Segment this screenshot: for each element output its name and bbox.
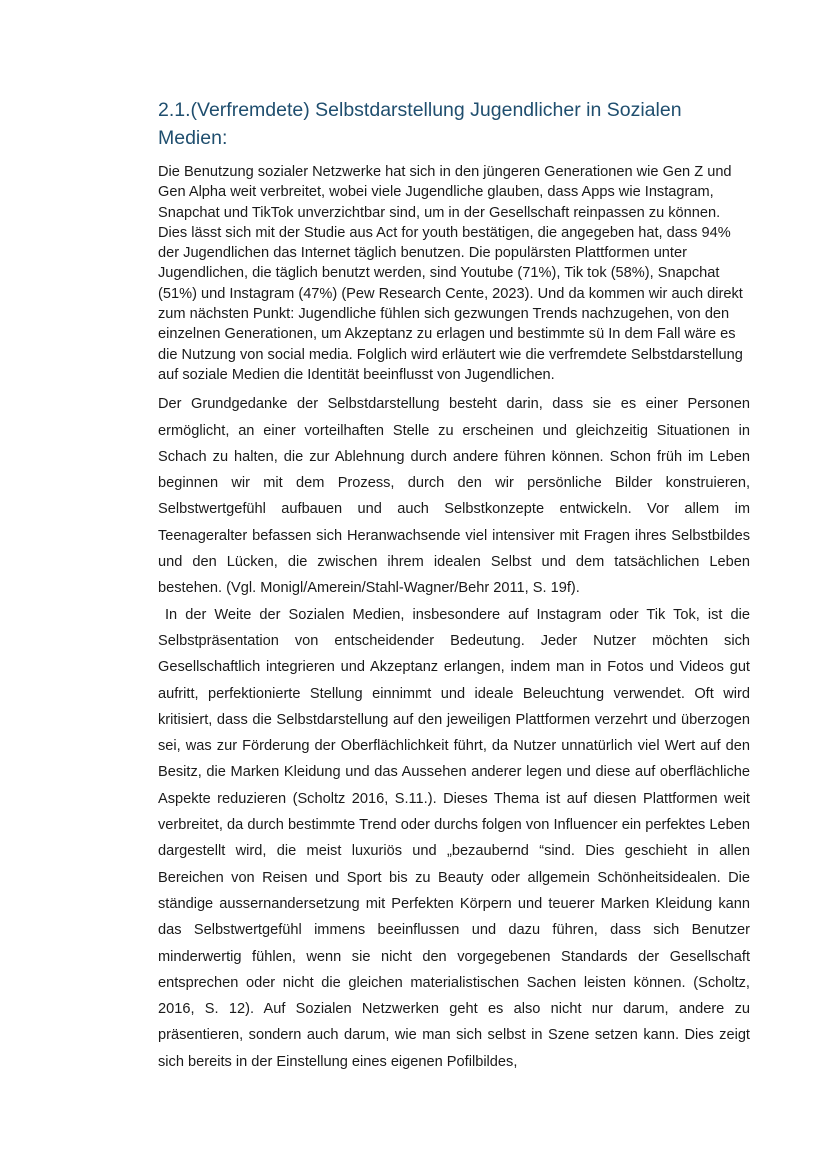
paragraph-social-media-self-presentation: In der Weite der Sozialen Medien, insbesondere auf Instagram oder Tik Tok, ist die Selbstpräsentation von entscheidender Bedeutung. Jeder Nutzer möchten sich Gesellschaftlich integrieren und Akzeptanz erlangen, indem man in Fotos und Videos gut aufritt, perfektionierte Stellung einnimmt und ideale Beleuchtung verwendet. Oft wird kritisiert, dass die Selbstdarstellung auf den jeweiligen Plattformen verzehrt und überzogen sei, was zur Förderung der Oberflächlichkeit führt, da Nutzer unnatürlich viel Wert auf den Besitz, die Marken Kleidung und das Aussehen anderer legen und diese auf oberflächliche Aspekte reduzieren (Scholtz 2016, S.11.). Dieses Thema ist auf diesen Plattformen weit verbreitet, da durch bestimmte Trend oder durchs folgen von Influencer ein perfektes Leben dargestellt wird, die meist luxuriös und „bezaubernd “sind. Dies geschieht in allen Bereichen von Reisen und Sport bis zu Beauty oder allgemein Schönheitsidealen. Die ständige aussernandersetzung mit Perfekten Körpern und teuerer Marken Kleidung kann das Selbstwertgefühl immens beeinflussen und dazu führen, dass sich Benutzer minderwertig fühlen, wenn sie nicht den vorgegebenen Standards der Gesellschaft entsprechen oder nicht die gleichen materialistischen Sachen leisten können. (Scholtz, 2016, S. 12). Auf Sozialen Netzwerken geht es also nicht nur darum, andere zu präsentieren, sondern auch darum, wie man sich selbst in Szene setzen kann. Dies zeigt sich bereits in der Einstellung eines eigenen Pofilbildes, [158, 606, 750, 1070]
document-page [158, 96, 750, 1075]
paragraph-intro: Die Benutzung sozialer Netzwerke hat sich in den jüngeren Generationen wie Gen Z und Gen Alpha weit verbreitet, wobei viele Jugendliche glauben, dass Apps wie Instagram, Snapchat und TikTok unverzichtbar sind, um in der Gesellschaft reinpassen zu können. Dies lässt sich mit der Studie aus Act for youth bestätigen, die angegeben hat, dass 94% der Jugendlichen das Internet täglich benutzen. Die populärsten Plattformen unter Jugendlichen, die täglich benutzt werden, sind Youtube (71%), Tik tok (58%), Snapchat (51%) und Instagram (47%) (Pew Research Cente, 2023). Und da kommen wir auch direkt zum nächsten Punkt: Jugendliche fühlen sich gezwungen Trends nachzugehen, von den einzelnen Generationen, um Akzeptanz zu erlagen und bestimmte sü In dem Fall wäre es die Nutzung von social media. Folglich wird erläutert wie die verfremdete Selbstdarstellung auf soziale Medien die Identität beeinflusst von Jugendlichen. [158, 164, 743, 383]
paragraph-self-presentation-basics: Der Grundgedanke der Selbstdarstellung besteht darin, dass sie es einer Personen ermöglicht, an einer vorteilhaften Stelle zu erscheinen und gleichzeitig Situationen in Schach zu halten, die zur Ablehnung durch andere führen können. Schon früh im Leben beginnen wir mit dem Prozess, durch den wir persönliche Bilder konstruieren, Selbstwertgefühl aufbauen und auch Selbstkonzepte entwickeln. Vor allem im Teenageralter befassen sich Heranwachsende viel intensiver mit Fragen ihres Selbstbildes und den Lücken, die zwischen ihrem idealen Selbst und dem tatsächlichen Leben bestehen. (Vgl. Monigl/Amerein/Stahl-Wagner/Behr 2011, S. 19f). [158, 396, 750, 597]
section-heading: 2.1.(Verfremdete) Selbstdarstellung Jugendlicher in Sozialen Medien: [158, 99, 682, 149]
